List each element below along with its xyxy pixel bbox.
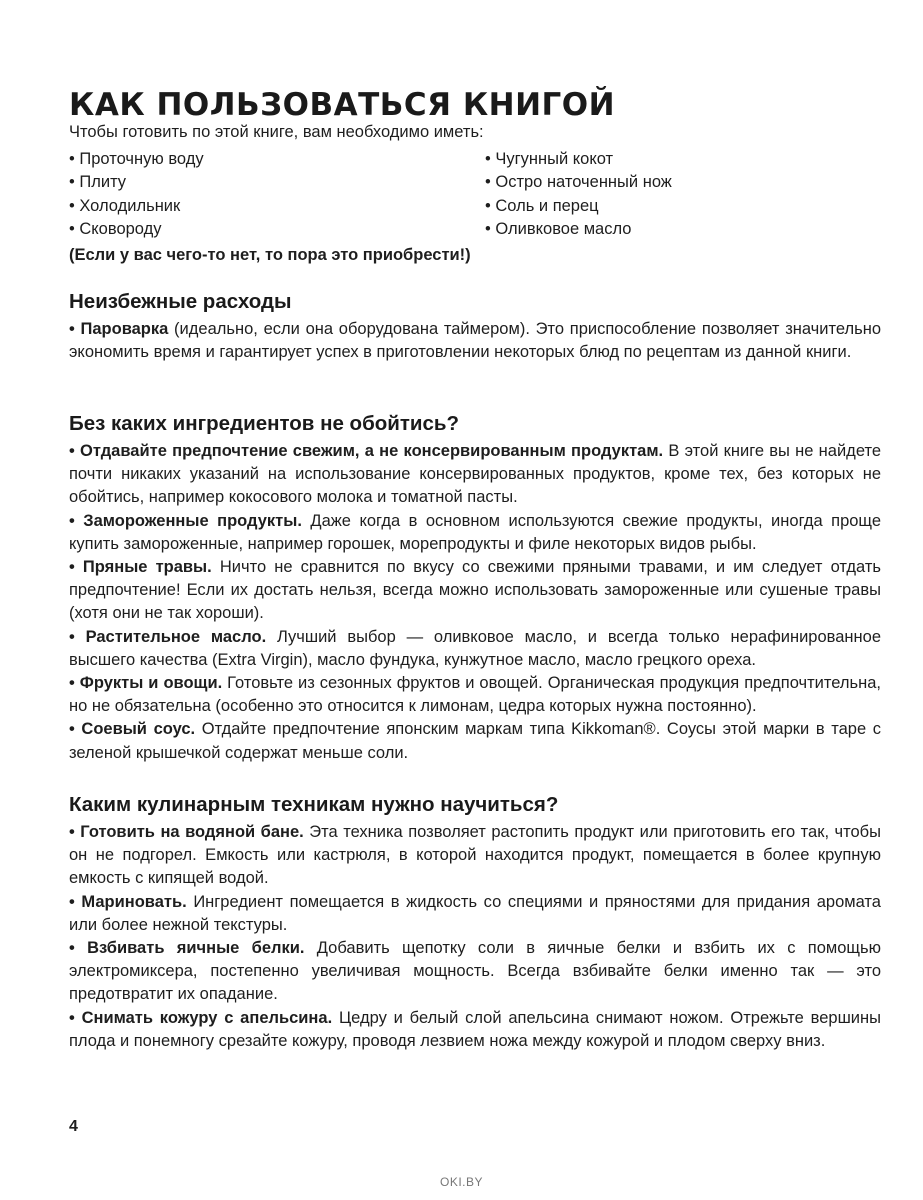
- item-term: • Фрукты и овощи.: [69, 674, 223, 693]
- equipment-item: • Остро наточенный нож: [485, 173, 672, 192]
- section-heading: Каким кулинарным техникам нужно научиться?: [69, 793, 559, 816]
- section-unavoidable-costs: [69, 290, 881, 364]
- equipment-item: • Соль и перец: [485, 196, 599, 215]
- section-item: [69, 1007, 881, 1053]
- item-text: Даже когда в основном используются свежие продукты, иногда проще купить замороженные, например горошек, морепродукты и филе некоторых видов рыбы.: [69, 511, 881, 553]
- section-item: [69, 318, 881, 364]
- item-text: (идеально, если она оборудована таймером). Это приспособление позволяет значительно экономить время и гарантирует успех в приготовлении некоторых блюд по рецептам из данной книги.: [69, 320, 882, 362]
- equipment-item: • Оливковое масло: [485, 220, 632, 239]
- item-text: Эта техника позволяет растопить продукт или приготовить его так, чтобы он не подгорел. Емкость или кастрюля, в которой находится продукт, помещается в более крупную емкость с кипящей водой.: [69, 823, 881, 888]
- equipment-item: • Плиту: [69, 173, 127, 192]
- section-item: [69, 672, 881, 718]
- item-term: • Готовить на водяной бане.: [69, 823, 304, 841]
- section-ingredients: [69, 412, 881, 765]
- section-heading: Неизбежные расходы: [69, 290, 292, 313]
- equipment-column-right: [485, 148, 672, 242]
- section-item: [69, 626, 881, 672]
- equipment-item: • Чугунный кокот: [485, 150, 614, 168]
- section-item: [69, 440, 881, 510]
- section-heading: Без каких ингредиентов не обойтись?: [69, 412, 460, 435]
- section-item: [69, 937, 881, 1007]
- page-title: КАК ПОЛЬЗОВАТЬСЯ КНИГОЙ: [69, 86, 616, 123]
- equipment-item: • Проточную воду: [69, 150, 204, 168]
- item-term: • Взбивать яичные белки.: [69, 939, 305, 958]
- section-item: [69, 556, 881, 626]
- section-techniques: [69, 793, 881, 1053]
- item-term: • Снимать кожуру с апельсина.: [69, 1008, 333, 1027]
- page-number: 4: [69, 1118, 78, 1135]
- item-term: • Пряные травы.: [69, 558, 212, 577]
- item-text: Цедру и белый слой апельсина снимают ножом. Отрежьте вершины плода и понемногу срезайте кожуру, проводя лезвием ножа между кожурой и плодом сверху вниз.: [69, 1008, 881, 1050]
- item-term: • Растительное масло.: [69, 627, 267, 646]
- section-item: [69, 891, 881, 937]
- item-text: Ничто не сравнится по вкусу со свежими пряными травами, и им следует отдать предпочтение! Если их достать нельзя, всегда можно использовать замороженные или сушеные травы (хотя они не так хороши).: [69, 558, 881, 623]
- section-item: [69, 510, 881, 556]
- watermark: OKI.BY: [439, 1175, 483, 1189]
- item-text: Добавить щепотку соли в яичные белки и взбить их с помощью электромиксера, постепенно увеличивая мощность. Всегда взбивайте белки именно так — это предотвратит их опадание.: [69, 939, 881, 1004]
- item-text: Ингредиент помещается в жидкость со специями и пряностями для придания аромата или более нежной текстуры.: [69, 892, 881, 934]
- item-text: В этой книге вы не найдете почти никаких указаний на использование консервированных продуктов, кроме тех, без которых не обойтись, например кокосового молока и томатной пасты.: [69, 442, 881, 507]
- item-text: Лучший выбор — оливковое масло, и всегда только нерафинированное высшего качества (Extra Virgin), масло фундука, кунжутное масло, масло грецкого ореха.: [69, 627, 881, 669]
- equipment-item: • Холодильник: [69, 196, 181, 215]
- item-term: • Соевый соус.: [69, 720, 196, 739]
- item-text: Готовьте из сезонных фруктов и овощей. Органическая продукция предпочтительна, но не обязательна (особенно это относится к лимонам, цедра которых нужна постоянно).: [69, 674, 881, 716]
- item-term: • Отдавайте предпочтение свежим, а не консервированным продуктам.: [69, 442, 664, 460]
- equipment-column-left: [69, 148, 204, 242]
- section-item: [69, 718, 881, 764]
- intro-text: Чтобы готовить по этой книге, вам необходимо иметь:: [69, 123, 484, 141]
- item-term: • Мариновать.: [69, 892, 187, 911]
- note-text: (Если у вас чего-то нет, то пора это приобрести!): [69, 246, 471, 264]
- section-item: [69, 821, 881, 891]
- equipment-item: • Сковороду: [69, 220, 162, 239]
- item-term: • Пароварка: [69, 320, 169, 338]
- item-term: • Замороженные продукты.: [69, 511, 302, 530]
- item-text: Отдайте предпочтение японским маркам типа Kikkoman®. Соусы этой марки в таре с зеленой крышечкой содержат меньше соли.: [69, 720, 881, 762]
